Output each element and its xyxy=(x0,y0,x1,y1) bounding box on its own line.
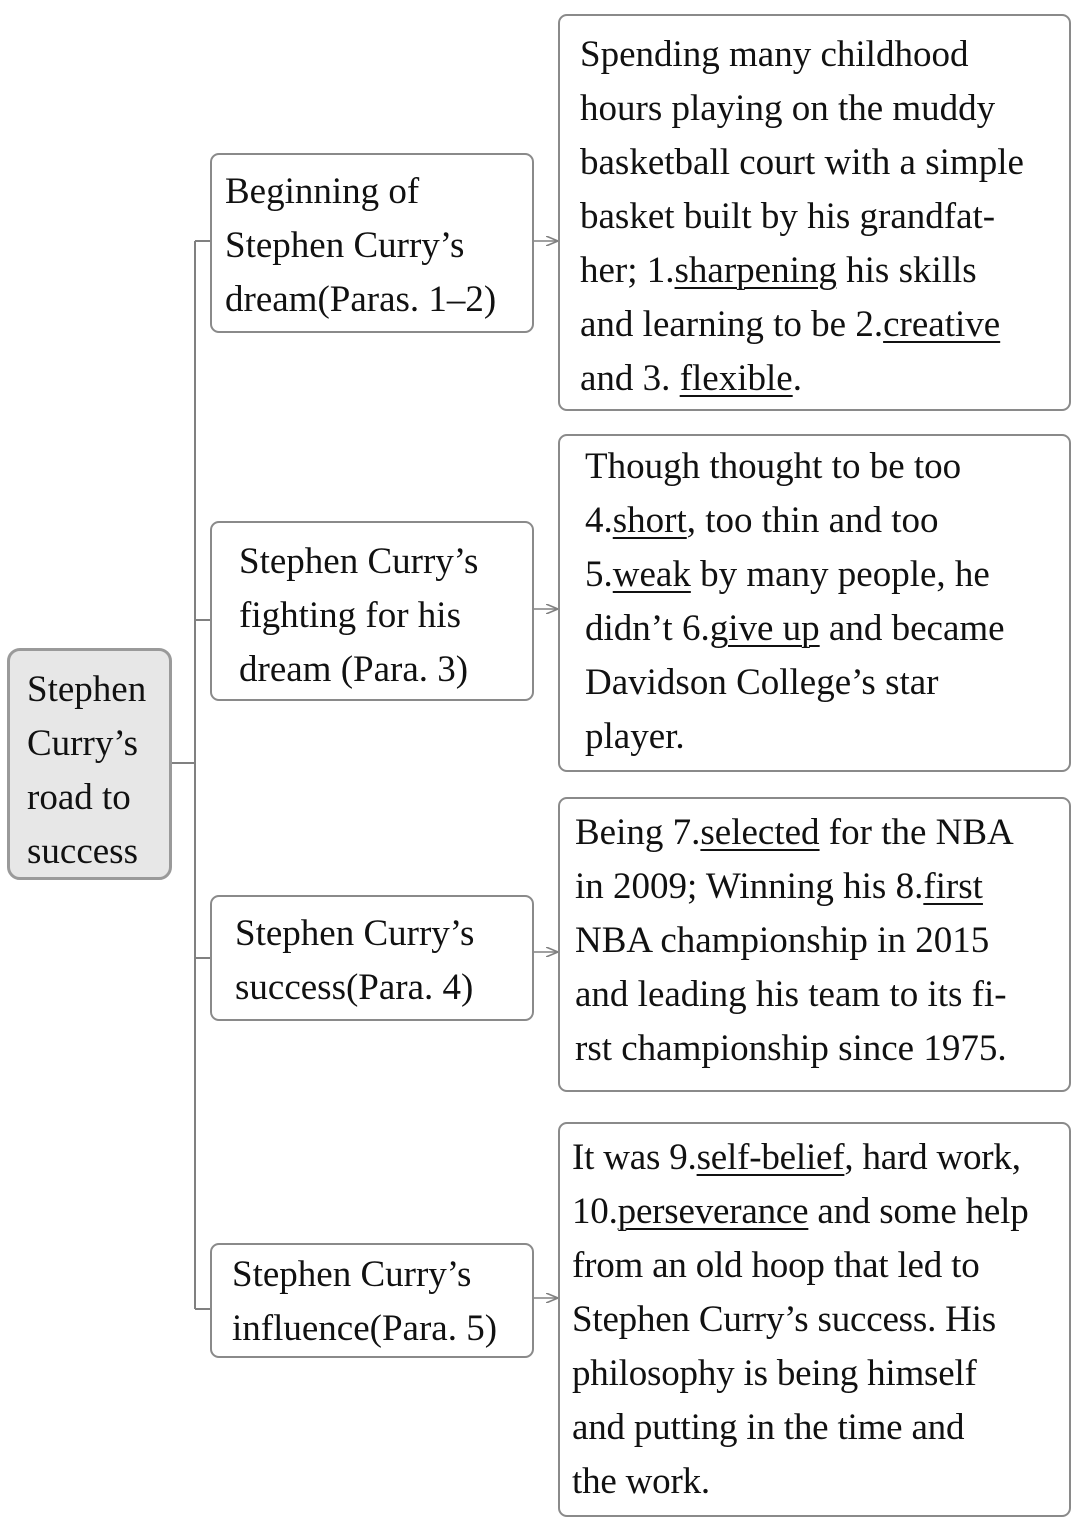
detail-line xyxy=(580,352,1063,406)
detail-text: It was 9. xyxy=(572,1137,697,1178)
root-line: success xyxy=(27,831,138,872)
heading-line: Stephen Curry’s xyxy=(225,225,465,266)
detail-text: 5. xyxy=(585,554,613,595)
detail-line xyxy=(572,1347,1069,1401)
detail-line xyxy=(572,1185,1069,1239)
detail-text: from an old hoop that led to xyxy=(572,1245,980,1286)
heading-line: fighting for his xyxy=(239,595,461,636)
detail-line xyxy=(585,494,1063,548)
detail-text: Davidson College’s star xyxy=(585,662,939,703)
detail-text: and putting in the time and xyxy=(572,1407,965,1448)
root-line: Stephen xyxy=(27,669,147,710)
heading-line: influence(Para. 5) xyxy=(232,1308,498,1349)
heading-line: Stephen Curry’s xyxy=(239,541,479,582)
heading-line: success(Para. 4) xyxy=(235,967,474,1008)
answer-blank: selected xyxy=(700,812,820,853)
root-node xyxy=(7,648,172,880)
detail-text: 4. xyxy=(585,500,613,541)
detail-text: didn’t 6. xyxy=(585,608,710,649)
heading-line: dream(Paras. 1–2) xyxy=(225,279,497,320)
detail-text: the work. xyxy=(572,1461,710,1502)
heading-line: Stephen Curry’s xyxy=(232,1254,472,1295)
detail-line xyxy=(575,968,1065,1022)
answer-blank: perseverance xyxy=(617,1191,809,1232)
root-line: road to xyxy=(27,777,131,818)
detail-text: and became xyxy=(819,608,1005,649)
detail-text: philosophy is being himself xyxy=(572,1353,977,1394)
detail-line xyxy=(580,28,1063,82)
heading-line: Beginning of xyxy=(225,171,420,212)
answer-blank: creative xyxy=(883,304,1001,345)
detail-text: , hard work, xyxy=(844,1137,1021,1178)
root-line: Curry’s xyxy=(27,723,138,764)
detail-text: Though thought to be too xyxy=(585,446,962,487)
detail-text: his skills xyxy=(836,250,977,291)
detail-text: and learning to be 2. xyxy=(580,304,884,345)
answer-blank: sharpening xyxy=(674,250,837,291)
detail-text: . xyxy=(792,358,802,399)
detail-box-success xyxy=(558,797,1071,1092)
detail-box-fighting xyxy=(558,434,1071,772)
detail-line xyxy=(572,1401,1069,1455)
answer-blank: weak xyxy=(612,554,691,595)
detail-text: and some help xyxy=(808,1191,1029,1232)
detail-text: basket built by his grandfat- xyxy=(580,196,996,237)
branch-heading-beginning xyxy=(210,153,534,333)
answer-blank: give up xyxy=(709,608,820,649)
branch-heading-fighting xyxy=(210,521,534,701)
answer-blank: flexible xyxy=(679,358,793,399)
detail-line xyxy=(580,190,1063,244)
detail-text: player. xyxy=(585,716,685,757)
detail-text: in 2009; Winning his 8. xyxy=(575,866,924,907)
detail-text: , too thin and too xyxy=(686,500,939,541)
detail-box-influence xyxy=(558,1122,1071,1517)
detail-line xyxy=(580,82,1063,136)
answer-blank: short xyxy=(612,500,687,541)
branch-heading-success xyxy=(210,895,534,1021)
detail-text: for the NBA xyxy=(819,812,1014,853)
detail-line xyxy=(585,548,1063,602)
detail-text: Spending many childhood xyxy=(580,34,969,75)
detail-line xyxy=(585,710,1063,764)
detail-line xyxy=(580,244,1063,298)
detail-text: 10. xyxy=(572,1191,618,1232)
detail-line xyxy=(575,860,1065,914)
detail-line xyxy=(580,136,1063,190)
detail-text: and 3. xyxy=(580,358,680,399)
detail-text: her; 1. xyxy=(580,250,675,291)
detail-box-beginning xyxy=(558,14,1071,411)
heading-line: Stephen Curry’s xyxy=(235,913,475,954)
detail-text: Being 7. xyxy=(575,812,701,853)
detail-line xyxy=(585,440,1063,494)
answer-blank: first xyxy=(923,866,983,907)
detail-line xyxy=(585,656,1063,710)
detail-line xyxy=(585,602,1063,656)
heading-line: dream (Para. 3) xyxy=(239,649,469,690)
answer-blank: self-belief xyxy=(696,1137,845,1178)
detail-line xyxy=(575,914,1065,968)
detail-line xyxy=(572,1239,1069,1293)
detail-text: Stephen Curry’s success. His xyxy=(572,1299,996,1340)
detail-line xyxy=(572,1455,1069,1509)
branch-heading-influence xyxy=(210,1243,534,1358)
detail-text: by many people, he xyxy=(690,554,990,595)
detail-line xyxy=(572,1131,1069,1185)
detail-line xyxy=(575,1022,1065,1076)
detail-line xyxy=(572,1293,1069,1347)
detail-text: NBA championship in 2015 xyxy=(575,920,990,961)
detail-text: hours playing on the muddy xyxy=(580,88,996,129)
detail-text: basketball court with a simple xyxy=(580,142,1024,183)
detail-text: and leading his team to its fi- xyxy=(575,974,1007,1015)
detail-line xyxy=(580,298,1063,352)
detail-text: rst championship since 1975. xyxy=(575,1028,1007,1069)
detail-line xyxy=(575,806,1065,860)
